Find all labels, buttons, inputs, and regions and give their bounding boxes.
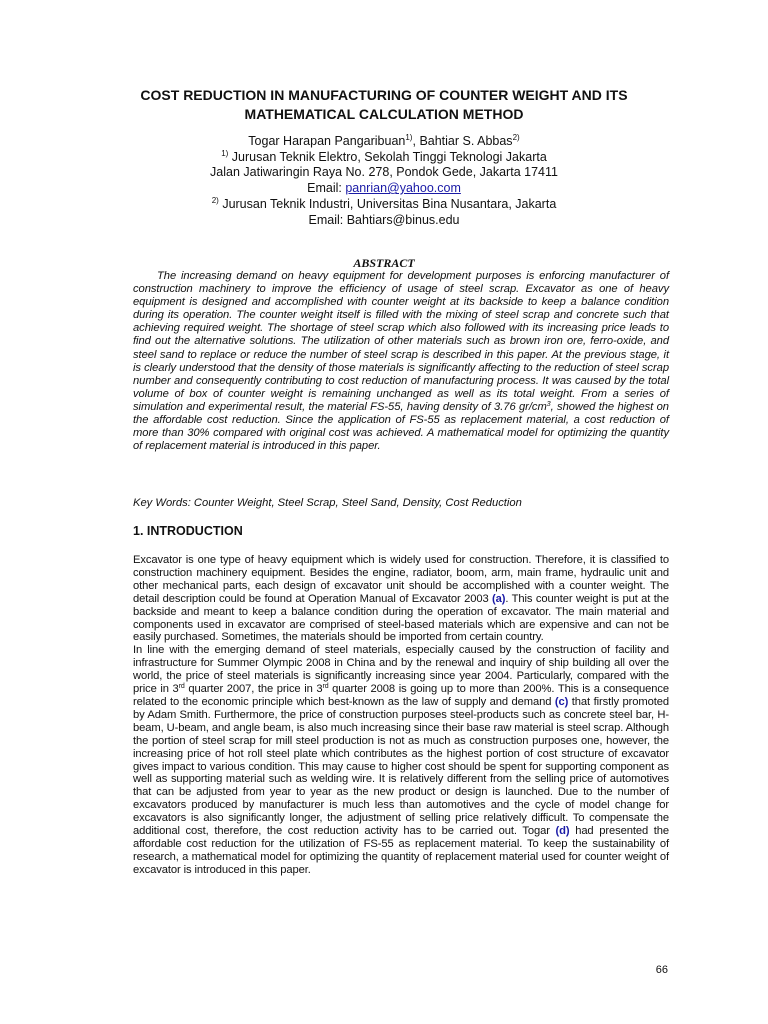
affiliation-1-email-line (100, 181, 668, 197)
email-label: Email: (307, 181, 346, 196)
page-number: 66 (655, 964, 668, 976)
abstract-heading: ABSTRACT (353, 256, 415, 270)
title-line-2: MATHEMATICAL CALCULATION METHOD (244, 106, 524, 122)
keywords: Key Words: Counter Weight, Steel Scrap, Steel Sand, Density, Cost Reduction (133, 497, 522, 509)
author-line (100, 134, 668, 150)
affiliation-1-name: Jurusan Teknik Elektro, Sekolah Tinggi Teknologi Jakarta (231, 149, 547, 164)
author-2-email: Bahtiars@binus.edu (346, 212, 460, 227)
abstract-body (133, 270, 669, 453)
citation-ref-c[interactable]: (c) (554, 695, 569, 708)
intro-p1-text-2: . This counter weight is put at the backside and meant to keep a balance condition during the operation of excavator. The main material and components used in excavator are comprised of steel-based materials which are expensive and can not be easily purchased. Sometimes, the materials should be imported from certain country. (133, 592, 670, 644)
affiliation-1 (100, 150, 668, 166)
author-2-name: Bahtiar S. Abbas (419, 134, 513, 148)
intro-p2-text-3: quarter 2008 is going up to more than 200%. This is a consequence related to the economic principle which best-known as the law of supply and demand (133, 683, 669, 708)
introduction-body (133, 554, 669, 877)
author-block (100, 134, 668, 228)
intro-p1-text-1: Excavator is one type of heavy equipment which is widely used for construction. Therefore, it is classified to construction machinery equipment. Besides the engine, radiator, boom, arm, main frame, hydraulic unit and other mechanical parts, each design of excavator unit should be accomplished with a counter weight. The detail description could be found at Operation Manual of Excavator 2003 (133, 554, 669, 605)
author-1-name: Togar Harapan Pangaribuan (248, 134, 406, 148)
affiliation-2-name: Jurusan Teknik Industri, Universitas Bina Nusantara, Jakarta (222, 196, 557, 211)
author-1-affiliation-mark: 1) (405, 133, 413, 142)
abstract-text-1: The increasing demand on heavy equipment for development purposes is enforcing manufacturer of construction machinery to improve the efficiency of usage of steel scrap. Excavator as one of heavy equipment is designed and accomplished with counter weight at its backside to keep a balance condition during its operation. The counter weight itself is filled with the mixing of steel scrap and concrete such that achieving required weight. The shortage of steel scrap which also followed with its increasing price leads to find out the alternative solutions. The utilization of other materials such as brown iron ore, ferro-oxide, and steel sand to replace or reduce the number of steel scrap is described in this paper. At the previous stage, it is clearly understood that the density of those materials is significantly affecting to the reduction of steel scrap number and consequently contributing to cost reduction of manufacturing process. It was caused by the total volume of box of counter weight is remaining unchanged as well as its total weight. From a series of simulation and experimental result, the material FS-55, having density of 3.76 gr/cm (133, 270, 669, 413)
intro-p2-text-1: In line with the emerging demand of steel materials, especially caused by the construction of facility and infrastructure for Summer Olympic 2008 in China and by the renewal and inquiry of ship building all over the world, the price of steel materials is significantly increasing since year 2004. Particularly, compared with the price in 3 (133, 644, 669, 696)
intro-p2-text-2: quarter 2007, the price in 3 (184, 683, 323, 696)
intro-paragraph-1 (133, 554, 669, 644)
author-1-email-link[interactable]: panrian@yahoo.com (345, 181, 461, 196)
section-heading-introduction: 1. INTRODUCTION (133, 524, 243, 538)
affiliation-1-address: Jalan Jatiwaringin Raya No. 278, Pondok Gede, Jakarta 17411 (210, 165, 558, 180)
citation-ref-d[interactable]: (d) (555, 825, 570, 838)
citation-ref-a[interactable]: (a) (492, 592, 506, 605)
email-label: Email: (308, 212, 347, 227)
ordinal-superscript: rd (178, 683, 185, 691)
intro-paragraph-2 (133, 644, 669, 876)
intro-p2-text-5: had presented the affordable cost reduction for the utilization of FS-55 as replacement material. To keep the sustainability of research, a mathematical model for optimizing the quantity of replacement material used for counter weight of excavator is introduced in this paper. (133, 825, 669, 876)
abstract-text-2: , showed the highest on the affordable cost reduction. Since the application of FS-55 as replacement material, a cost reduction of more than 30% compared with original cost was achieved. A mathematical model for optimizing the quantity of replacement material is introduced in this paper. (133, 400, 669, 453)
abstract-paragraph (133, 270, 669, 453)
author-2-affiliation-mark: 2) (512, 133, 520, 142)
abstract-superscript: 3 (546, 400, 551, 408)
intro-p2-text-4: that firstly promoted by Adam Smith. Furthermore, the price of construction purposes steel-products such as concrete steel bar, H-beam, U-beam, and angle beam, is also much increasing since their base raw material is steel scrap. Although the portion of steel scrap for mill steel production is not as much as construction purposes one, however, the increasing price of hot roll steel plate which contributes as the highest portion of cost structure of excavator gives impact to various condition. This may cause to higher cost should be spent for supporting component as well as supporting material such as welding wire. It is relatively different from the selling price of automotives that can be adjusted from year to year as the new product or design is launched. Due to the number of excavators produced by manufacturer is much less than automotives and the cycle of model change for excavators is also significantly longer, the adjustment of selling price relatively difficult. To compensate the additional cost, therefore, the cost reduction activity has to be carried out. Togar (133, 695, 669, 838)
affiliation-1-mark: 1) (221, 148, 229, 158)
ordinal-superscript: rd (322, 683, 329, 691)
title-line-1: COST REDUCTION IN MANUFACTURING OF COUNTER WEIGHT AND ITS (140, 87, 628, 103)
affiliation-2-email-line (100, 213, 668, 229)
affiliation-2 (100, 197, 668, 213)
paper-title (100, 86, 668, 124)
author-separator: , (412, 134, 420, 148)
affiliation-2-mark: 2) (211, 195, 219, 205)
